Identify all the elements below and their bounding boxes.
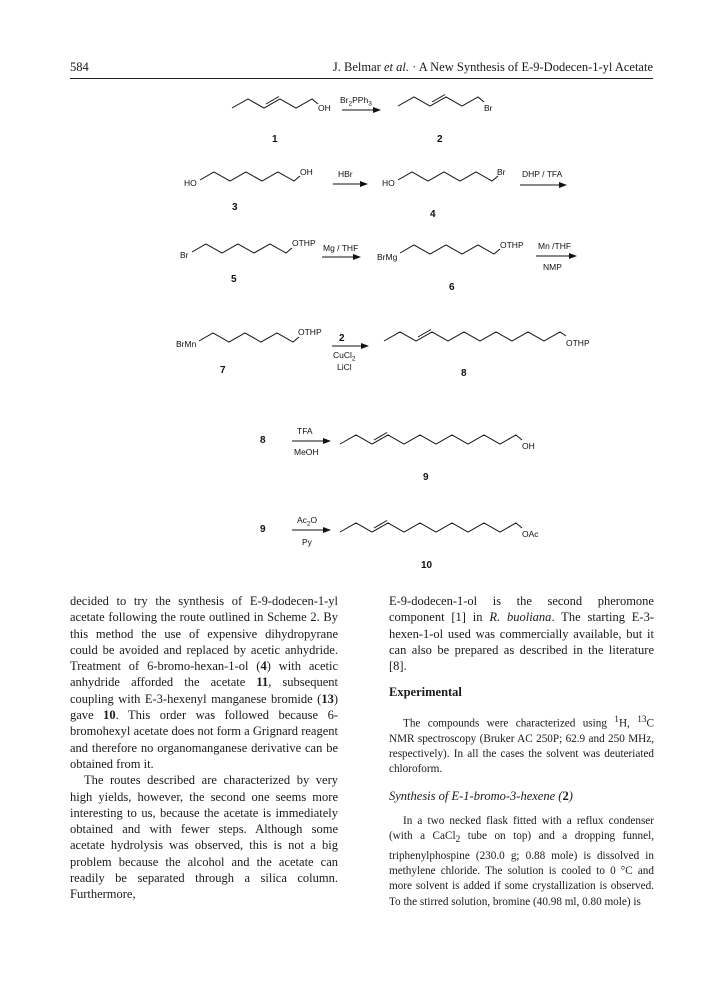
reagent-br2pph3: $Br_2PPh_3$ [340,95,372,108]
right-paragraph-3: In a two necked flask fitted with a reflux condenser (with a CaCl$_2$ tube on top) and a dropping funnel, triphenylphospine (230.0 g; 0.88 mole) is dissolved in methylene chloride. The solution is cooled to 0 °C and more solvent is added if some crystallization is observed. To the stirred solution, bromine (40.98 ml, 0.80 mole) is [389,815,654,908]
running-title [333,60,653,75]
molecule-5 [180,238,316,260]
scheme-row-5 [260,426,535,483]
scheme-row-2 [184,167,566,220]
subheading-synthesis-2: Synthesis of E-1-bromo-3-hexene (2) [389,788,573,803]
page-number: 584 [70,60,89,74]
molecule-3-oh-label: OH [300,167,313,177]
molecule-7 [176,327,322,349]
molecule-4 [382,167,506,188]
reagent-compound-2: 2 [339,333,345,344]
molecule-4-br-label: Br [497,167,506,177]
molecule-6-brmg-label: BrMg [377,252,398,262]
molecule-7-brmn-label: BrMn [176,339,197,349]
molecule-5-othp-label: OTHP [292,238,316,248]
reagent-dhp-tfa: DHP / TFA [522,169,563,179]
molecule-1 [232,97,331,114]
molecule-6-othp-label: OTHP [500,240,524,250]
scheme-row-1 [232,95,493,146]
running-header [70,58,653,79]
reagent-cucl2: CuCl$_2$ [333,350,356,363]
molecule-7-othp-label: OTHP [298,327,322,337]
reagent-nmp: NMP [543,262,562,272]
section-heading-experimental: Experimental [389,685,462,700]
molecule-8 [384,330,590,349]
reagent-mn-thf: Mn /THF [538,241,572,251]
molecule-5-br-label: Br [180,250,189,260]
molecule-8-othp-label: OTHP [566,338,590,348]
compound-number-9: 9 [423,472,429,483]
molecule-3 [184,167,313,188]
reagent-tfa: TFA [297,426,313,436]
compound-number-1: 1 [272,134,278,145]
left-paragraph-1: decided to try the synthesis of E-9-dodecen-1-yl acetate following the route outlined in Scheme 2. By this method the use of expensive dihydropyrane could be avoided and replaced by acetic anhydride. Treatment of 6-bromo-hexan-1-ol (4) with acetic anhydride afforded the acetate 11, subsequent coupling with E-3-hexenyl manganese bromide (13) gave 10. This order was followed because 6-bromohexyl acetate does not form a Grignard reagent and therefore no organomanganese derivative can be obtained from it. [70,594,338,771]
compound-number-10: 10 [421,560,433,571]
header-authors: J. Belmar [332,60,381,74]
reagent-ac2o: $Ac_2O$ [297,515,318,528]
molecule-9 [340,433,535,452]
compound-number-8-start: 8 [260,435,266,446]
left-paragraph-2: The routes described are characterized by very high yields, however, the second one seems more interesting to us, because the acetate is immediately obtained and with fewer steps. Although some acetate hydrolysis was observed, this is not a big problem because the alcohol and the acetate can readily be separated through a silica column. Furthermore, [70,773,338,902]
compound-number-6: 6 [449,282,455,293]
reagent-hbr: HBr [338,169,353,179]
left-column [70,593,338,903]
reagent-licl: LiCl [337,362,352,372]
compound-number-4: 4 [430,209,436,220]
compound-number-8: 8 [461,368,467,379]
header-et-al: et al. [383,60,409,74]
reagent-mg-thf: Mg / THF [323,243,359,253]
molecule-2 [398,95,493,114]
molecule-2-br-label: Br [484,103,493,113]
molecule-10 [340,521,539,540]
compound-number-7: 7 [220,365,226,376]
scheme-row-4 [176,327,590,379]
compound-number-2: 2 [437,134,443,145]
right-paragraph-2: The compounds were characterized using $^1$H, $^{13}$C NMR spectroscopy (Bruker AC 250P; 62.9 and 250 MHz, respectively). In all the cases the solvent was deuteriated chloroform. [389,714,654,776]
molecule-10-oac-label: OAc [522,529,539,539]
scheme-row-3 [180,238,576,293]
header-separator: · [412,60,417,74]
molecule-1-oh-label: OH [318,103,331,113]
right-column [389,593,654,910]
right-paragraph-1: E-9-dodecen-1-ol is the second pheromone component [1] in R. buoliana. The starting E-3-hexen-1-ol used was commercially available, but it can also be prepared as described in the literature [8]. [389,594,654,674]
compound-number-5: 5 [231,274,237,285]
molecule-9-oh-label: OH [522,441,535,451]
molecule-3-ho-label: HO [184,178,197,188]
reagent-meoh: MeOH [294,447,319,457]
header-title: A New Synthesis of E-9-Dodecen-1-yl Acetate [418,60,653,74]
reagent-py: Py [302,537,312,547]
molecule-4-ho-label: HO [382,178,395,188]
scheme-row-6 [260,515,539,571]
compound-number-3: 3 [232,202,238,213]
compound-number-9-start: 9 [260,524,266,535]
molecule-6 [377,240,524,262]
